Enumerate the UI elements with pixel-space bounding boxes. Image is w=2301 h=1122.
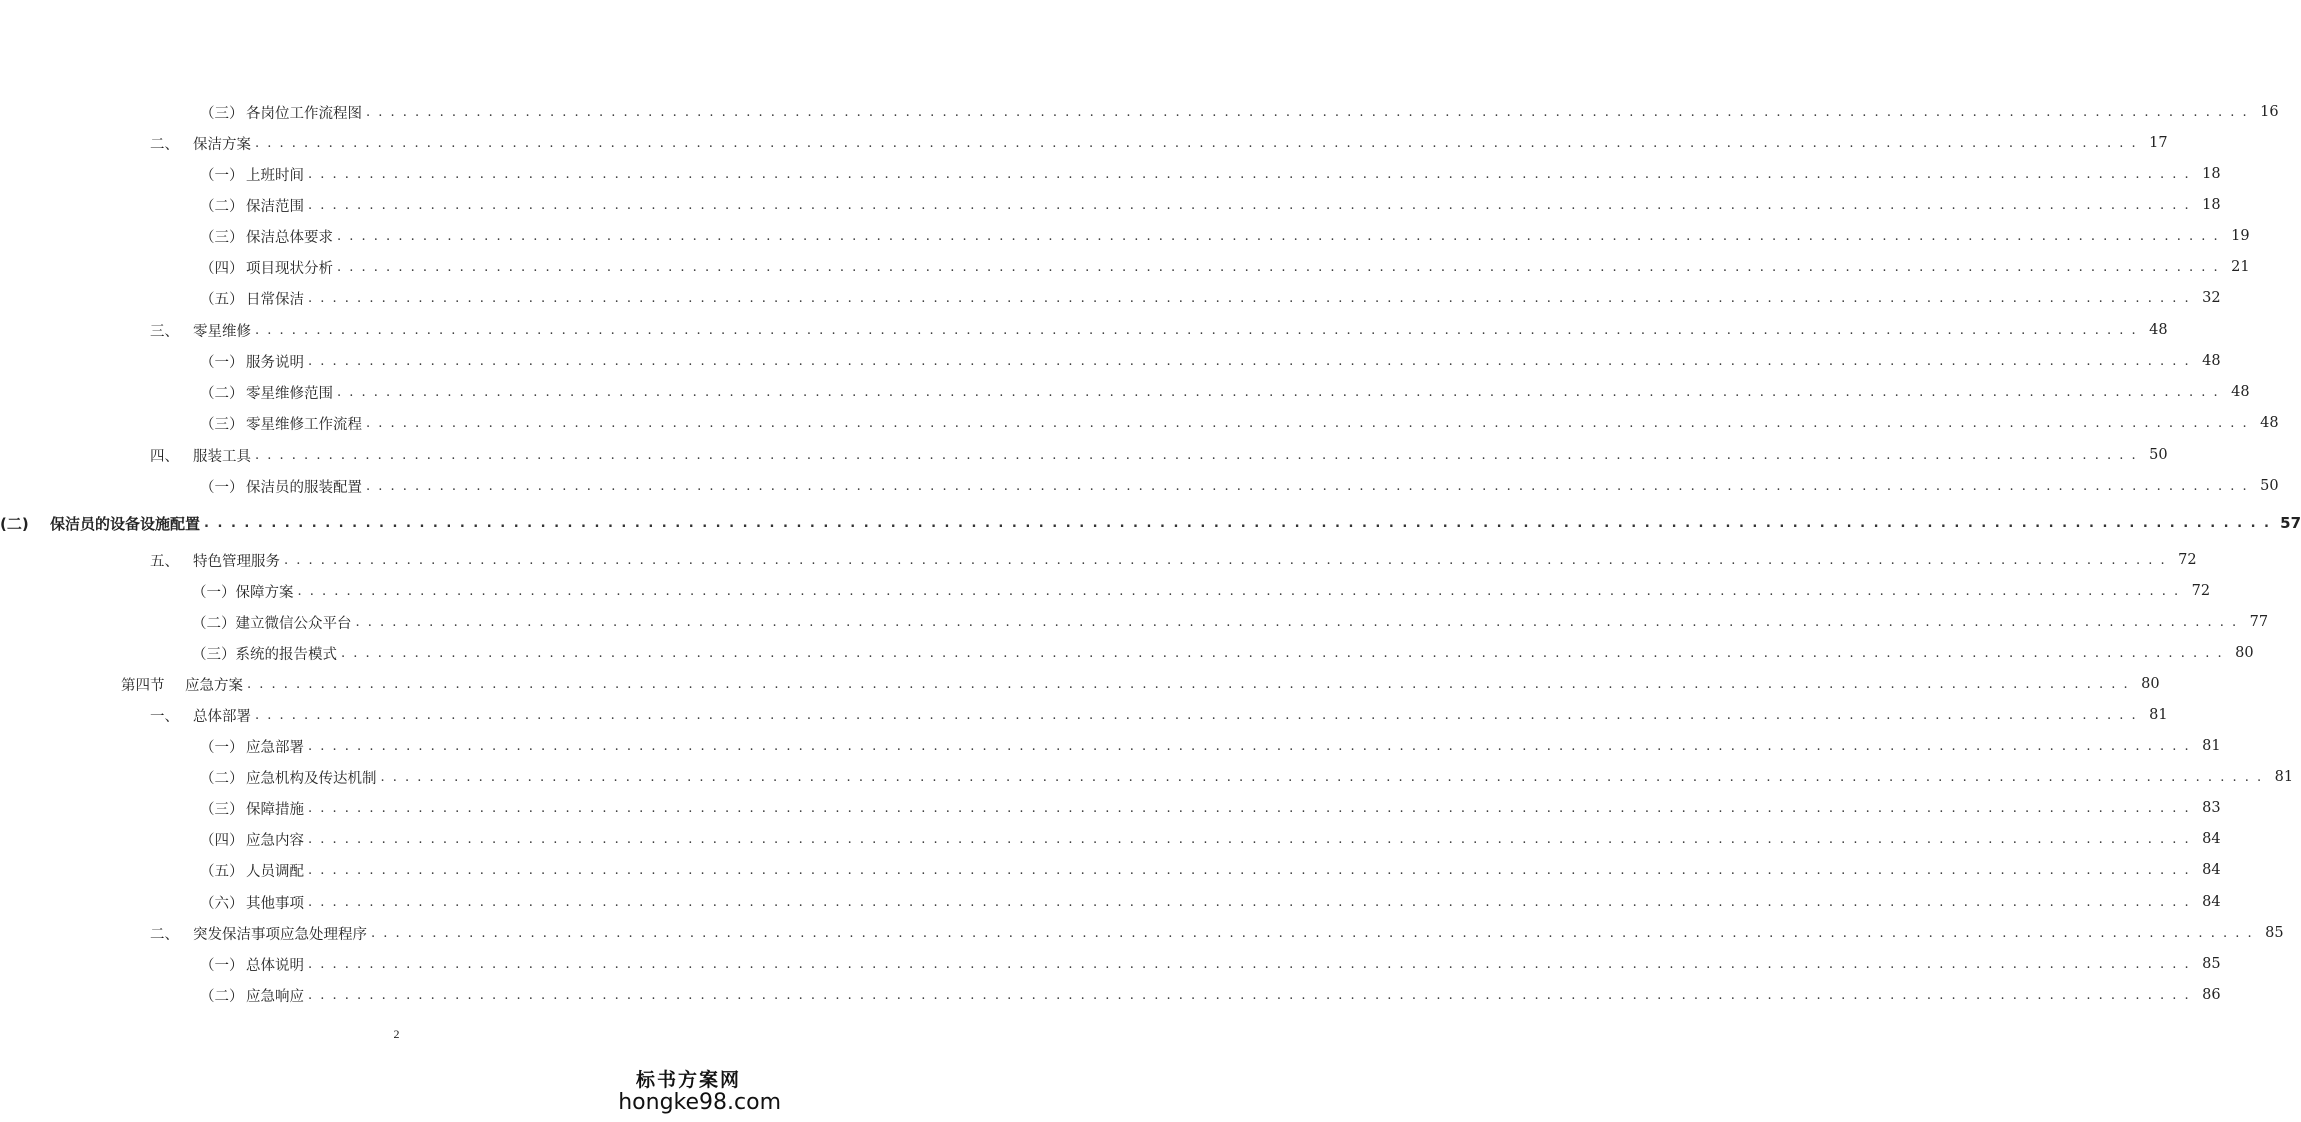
watermark-title: 标书方案网 (635, 1069, 741, 1091)
toc-entry-page: 48 (2202, 353, 2221, 369)
toc-entry (200, 474, 2279, 498)
toc-entry (200, 952, 2221, 976)
toc-entry (150, 131, 2168, 155)
toc-entry-number: （六） (200, 895, 244, 912)
toc-entry-title: 特色管理服务 (193, 553, 280, 570)
toc-entry-page: 18 (2202, 166, 2221, 182)
toc-leader-dots (308, 198, 2191, 213)
toc-leader-dots (255, 136, 2138, 151)
toc-entry-number: （五） (200, 863, 244, 880)
toc-entry-title: 保洁方案 (193, 136, 251, 153)
toc-entry-page: 50 (2260, 478, 2279, 494)
toc-leader-dots (341, 646, 2224, 661)
toc-leader-dots (308, 863, 2191, 878)
toc-entry-number: （一） (200, 957, 244, 974)
toc-entry-number: 四、 (150, 448, 179, 465)
toc-entry-page: 77 (2249, 614, 2269, 630)
toc-entry-title: 应急部署 (246, 739, 304, 756)
toc-entry-page: 16 (2260, 104, 2279, 120)
toc-entry-title: 应急方案 (185, 677, 243, 694)
toc-entry-page: 84 (2202, 862, 2221, 878)
toc-entry-title: （三）系统的报告模式 (192, 646, 337, 663)
page-number: 2 (393, 1027, 400, 1041)
toc-entry (150, 921, 2284, 945)
toc-entry-number: (二) (0, 514, 29, 533)
toc-entry-page: 21 (2231, 259, 2250, 275)
toc-leader-dots (366, 416, 2249, 431)
toc-leader-dots (366, 105, 2249, 120)
toc-entry-number: （三） (200, 229, 244, 246)
toc-leader-dots (308, 291, 2191, 306)
toc-leader-dots (308, 895, 2191, 910)
toc-entry-page: 84 (2202, 831, 2221, 847)
toc-entry (200, 827, 2221, 851)
toc-entry-page: 81 (2149, 707, 2168, 723)
toc-entry-page: 85 (2265, 925, 2284, 941)
toc-entry-title: 总体部署 (193, 708, 251, 725)
toc-leader-dots (204, 516, 2271, 531)
toc-entry (150, 548, 2197, 572)
toc-entry (200, 193, 2221, 217)
toc-entry-number: （二） (200, 198, 244, 215)
toc-entry-page: 86 (2202, 987, 2221, 1003)
toc-leader-dots (247, 677, 2130, 692)
toc-entry (200, 765, 2294, 789)
toc-entry-title: 服务说明 (246, 354, 304, 371)
toc-entry-number: 三、 (150, 323, 179, 340)
toc-entry-page: 72 (2178, 552, 2197, 568)
toc-entry-number: （四） (200, 260, 244, 277)
toc-entry-title: 保洁范围 (246, 198, 304, 215)
toc-entry (200, 162, 2221, 186)
toc-entry-number: （二） (200, 385, 244, 402)
toc-entry (200, 890, 2221, 914)
toc-entry (200, 286, 2221, 310)
toc-entry-number: 一、 (150, 708, 179, 725)
toc-entry (192, 641, 2254, 665)
toc-entry (200, 983, 2221, 1007)
toc-entry-title: 应急响应 (246, 988, 304, 1005)
toc-leader-dots (284, 553, 2167, 568)
toc-entry (200, 100, 2279, 124)
toc-entry-number: （三） (200, 105, 244, 122)
toc-entry (200, 858, 2221, 882)
toc-leader-dots (308, 167, 2191, 182)
toc-entry-title: 突发保洁事项应急处理程序 (193, 926, 367, 943)
toc-entry (0, 511, 2301, 535)
toc-entry-page: 84 (2202, 894, 2221, 910)
toc-entry-number: （三） (200, 416, 244, 433)
toc-entry-page: 50 (2149, 447, 2168, 463)
toc-entry-title: 零星维修工作流程 (246, 416, 362, 433)
toc-entry-page: 81 (2202, 738, 2221, 754)
toc-leader-dots (337, 385, 2220, 400)
toc-entry-number: 五、 (150, 553, 179, 570)
toc-entry (200, 255, 2250, 279)
toc-entry-page: 17 (2149, 135, 2168, 151)
toc-entry-number: （二） (200, 770, 244, 787)
toc-entry-page: 48 (2149, 322, 2168, 338)
toc-entry-number: （三） (200, 801, 244, 818)
toc-entry (200, 734, 2221, 758)
toc-entry-title: 上班时间 (246, 167, 304, 184)
toc-entry-page: 48 (2260, 415, 2279, 431)
toc-entry-title: 保洁员的服装配置 (246, 479, 362, 496)
toc-entry (192, 610, 2269, 634)
toc-entry-page: 80 (2141, 676, 2160, 692)
toc-leader-dots (366, 479, 2249, 494)
watermark-url: hongke98.com (618, 1090, 781, 1115)
toc-entry-page: 48 (2231, 384, 2250, 400)
toc-entry-number: （二） (200, 988, 244, 1005)
toc-leader-dots (298, 584, 2181, 599)
toc-entry-page: 32 (2202, 290, 2221, 306)
toc-entry-title: （一）保障方案 (192, 584, 294, 601)
toc-entry-page: 57 (2280, 514, 2301, 532)
toc-entry-title: 服装工具 (193, 448, 251, 465)
toc-leader-dots (308, 801, 2191, 816)
toc-entry-page: 72 (2191, 583, 2211, 599)
toc-entry-number: （一） (200, 167, 244, 184)
toc-leader-dots (371, 926, 2254, 941)
toc-entry (150, 703, 2168, 727)
toc-entry-page: 18 (2202, 197, 2221, 213)
toc-entry (200, 224, 2250, 248)
toc-entry-number: 二、 (150, 926, 179, 943)
toc-entry-title: 零星维修 (193, 323, 251, 340)
toc-entry-title: 总体说明 (246, 957, 304, 974)
toc-leader-dots (356, 615, 2239, 630)
toc-entry-page: 80 (2235, 645, 2254, 661)
toc-entry-page: 85 (2202, 956, 2221, 972)
toc-entry (150, 318, 2168, 342)
toc-entry-title: 应急内容 (246, 832, 304, 849)
toc-entry (150, 443, 2168, 467)
toc-entry-page: 19 (2231, 228, 2250, 244)
toc-entry-title: （二）建立微信公众平台 (192, 615, 352, 632)
toc-entry-page: 83 (2202, 800, 2221, 816)
toc-leader-dots (308, 832, 2191, 847)
toc-entry (200, 411, 2279, 435)
toc-entry (121, 672, 2160, 696)
toc-entry-number: （一） (200, 739, 244, 756)
toc-entry (200, 796, 2221, 820)
toc-entry-number: 第四节 (121, 677, 165, 694)
toc-entry-title: 保洁员的设备设施配置 (50, 514, 201, 533)
toc-entry-title: 零星维修范围 (246, 385, 333, 402)
toc-entry-title: 项目现状分析 (246, 260, 333, 277)
toc-entry (200, 349, 2221, 373)
toc-leader-dots (308, 354, 2191, 369)
toc-leader-dots (308, 988, 2191, 1003)
toc-entry-title: 保障措施 (246, 801, 304, 818)
toc-entry-title: 各岗位工作流程图 (246, 105, 362, 122)
toc-entry-number: 二、 (150, 136, 179, 153)
toc-entry-number: （一） (200, 479, 244, 496)
toc-leader-dots (255, 323, 2138, 338)
toc-entry-title: 应急机构及传达机制 (246, 770, 377, 787)
toc-entry-title: 日常保洁 (246, 291, 304, 308)
toc-entry (192, 579, 2211, 603)
toc-entry-number: （四） (200, 832, 244, 849)
toc-entry-title: 保洁总体要求 (246, 229, 333, 246)
toc-leader-dots (308, 957, 2191, 972)
toc-leader-dots (381, 770, 2264, 785)
toc-leader-dots (255, 448, 2138, 463)
toc-leader-dots (308, 739, 2191, 754)
toc-entry-page: 81 (2274, 769, 2294, 785)
toc-entry-title: 其他事项 (246, 895, 304, 912)
toc-entry (200, 380, 2250, 404)
toc-leader-dots (337, 260, 2220, 275)
toc-entry-number: （一） (200, 354, 244, 371)
watermark-logo (618, 1065, 781, 1114)
toc-leader-dots (337, 229, 2220, 244)
toc-entry-number: （五） (200, 291, 244, 308)
toc-entry-title: 人员调配 (246, 863, 304, 880)
toc-leader-dots (255, 708, 2138, 723)
